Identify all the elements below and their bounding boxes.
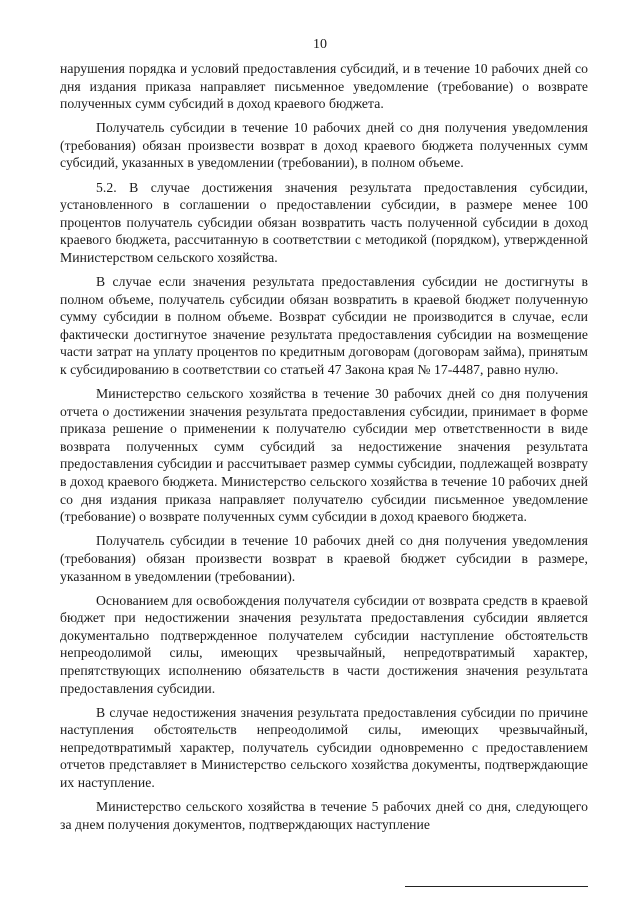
paragraph-not-achieved: В случае если значения результата предоставления субсидии не достигнуты в полном объеме, получатель субсидии обязан возвратить в краевой бюджет полученную сумму субсидии в полном объеме. Возврат субсидии не производится в случае, если фактически достигнутое значение результата предоставления субсидии на возмещение части затрат на уплату процентов по кредитным договорам (договорам займа), принятым к субсидированию в соответствии со статьей 47 Закона края № 17-4487, равно нулю.	[60, 274, 588, 377]
page-number: 10	[313, 37, 327, 52]
paragraph-ministry-review: Министерство сельского хозяйства в течение 5 рабочих дней со дня, следующего за днем получения документов, подтверждающих наступление	[60, 799, 588, 832]
paragraph-ministry-decision: Министерство сельского хозяйства в течение 30 рабочих дней со дня получения отчета о достижении значения результата предоставления субсидии, принимает в форме приказа решение о применении к получателю субсидии мер ответственности в виде возврата полученных сумм субсидий за недостижение значения результата предоставления субсидии и рассчитывает размер суммы субсидии, подлежащей возврату в доход краевого бюджета. Министерство сельского хозяйства в течение 10 рабочих дней со дня издания приказа направляет получателю субсидии письменное уведомление (требование) о возврате полученных сумм субсидии в доход краевого бюджета.	[60, 386, 588, 525]
paragraph-recipient-return: Получатель субсидии в течение 10 рабочих дней со дня получения уведомления (требования) обязан произвести возврат в краевой бюджет субсидии в размере, указанном в уведомлении (требовании).	[60, 533, 588, 584]
paragraph-force-majeure: В случае недостижения значения результата предоставления субсидии по причине наступления обстоятельств непреодолимой силы, имеющих чрезвычайный, непредотвратимый характер, получатель субсидии одновременно с предоставлением отчетов представляет в Министерство сельского хозяйства документы, подтверждающие их наступление.	[60, 704, 588, 791]
paragraph-continuation: нарушения порядка и условий предоставления субсидий, и в течение 10 рабочих дней со дня издания приказа направляет письменное уведомление (требование) о возврате полученных сумм субсидий в доход краевого бюджета.	[60, 61, 588, 112]
document-body	[60, 60, 588, 840]
paragraph-return-obligation: Получатель субсидии в течение 10 рабочих дней со дня получения уведомления (требования) обязан произвести возврат в доход краевого бюджета полученных сумм субсидий, указанных в уведомлении (требовании), в полном объеме.	[60, 120, 588, 171]
paragraph-section-5-2: 5.2. В случае достижения значения результата предоставления субсидии, установленного в соглашении о предоставлении субсидии, в размере менее 100 процентов получатель субсидии обязан возвратить часть полученной субсидии в доход краевого бюджета, рассчитанную в соответствии с методикой (порядком), утвержденной Министерством сельского хозяйства.	[60, 179, 588, 265]
paragraph-exemption-grounds: Основанием для освобождения получателя субсидии от возврата средств в краевой бюджет при недостижении значения результата предоставления субсидии является документально подтвержденное получателем субсидии наступление обстоятельств непреодолимой силы, имеющих чрезвычайный, непредотвратимый характер, препятствующих исполнению обязательств в части достижения значения результата предоставления субсидии.	[60, 592, 588, 696]
footer-divider	[405, 886, 588, 887]
